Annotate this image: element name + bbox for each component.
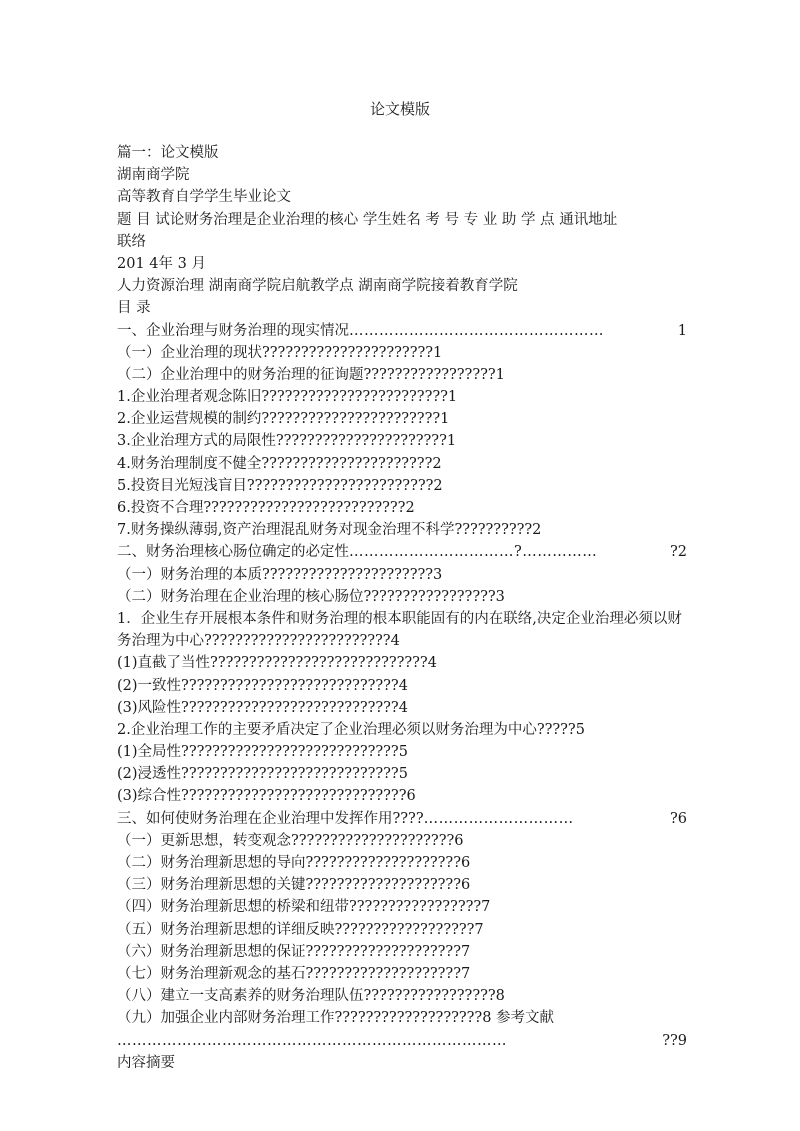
toc-part-1 bbox=[117, 320, 687, 342]
toc-entry: （七）财务治理新观念的基石????????????????????7 bbox=[117, 965, 471, 982]
toc-part-text: 二、财务治理核心肠位确定的必定性 bbox=[117, 544, 349, 561]
toc-entry: （六）财务治理新思想的保证????????????????????7 bbox=[117, 943, 471, 960]
toc-entry: （一）企业治理的现状??????????????????????1 bbox=[117, 344, 443, 361]
toc-entry: (1)直截了当性????????????????????????????4 bbox=[117, 655, 437, 672]
header-line: 联络 bbox=[117, 233, 146, 250]
document-title: 论文模版 bbox=[369, 100, 430, 118]
header-line: 湖南商学院 bbox=[117, 167, 190, 184]
header-line: 人力资源治理 湖南商学院启航教学点 湖南商学院接着教育学院 bbox=[117, 278, 518, 295]
header-line: 篇一：论文模版 bbox=[117, 145, 219, 161]
toc-part-text: 一、企业治理与财务治理的现实情况 bbox=[117, 322, 349, 339]
toc-page-number: ??9 bbox=[662, 1032, 687, 1049]
toc-leader: …………………………………………………………………… bbox=[117, 1032, 507, 1049]
toc-entry: (2)浸透性????????????????????????????5 bbox=[117, 766, 408, 783]
toc-entry: 4.财务治理制度不健全??????????????????????2 bbox=[117, 455, 442, 472]
toc-entry-wrapped: 1．企业生存开展根本条件和财务治理的根本职能固有的内在联络,决定企业治理必须以财务治理为中心????????????????????????4 bbox=[117, 610, 682, 650]
toc-leader: ……………………………?…………… bbox=[349, 544, 598, 561]
header-line: 高等教育自学学生毕业论文 bbox=[117, 189, 291, 206]
abstract-heading: 内容摘要 bbox=[117, 1054, 175, 1071]
toc-entry: (2)一致性????????????????????????????4 bbox=[117, 677, 408, 694]
toc-entry: （二）财务治理在企业治理的核心肠位?????????????????3 bbox=[117, 588, 505, 605]
toc-entry: 1.企业治理者观念陈旧????????????????????????1 bbox=[117, 389, 458, 406]
toc-entry: (1)全局性????????????????????????????5 bbox=[117, 744, 408, 761]
toc-entry: 3.企业治理方式的局限性??????????????????????1 bbox=[117, 433, 457, 450]
header-line: 题 目 试论财务治理是企业治理的核心 学生姓名 考 号 专 业 助 学 点 通讯地址 bbox=[117, 211, 618, 228]
toc-entry: （八）建立一支高素养的财务治理队伍?????????????????8 bbox=[117, 988, 505, 1005]
toc-page-number: ?2 bbox=[670, 544, 687, 561]
toc-entry: 6.投资不合理??????????????????????????2 bbox=[117, 500, 415, 516]
toc-entry: （三）财务治理新思想的关键????????????????????6 bbox=[117, 877, 471, 894]
toc-entry: (3)综合性?????????????????????????????6 bbox=[117, 788, 416, 805]
toc-part-text: 三、如何使财务治理在企业治理中发挥作用???? bbox=[117, 810, 424, 827]
toc-entry: （九）加强企业内部财务治理工作???????????????????8 参考文献 bbox=[117, 1010, 555, 1027]
toc-entry: （二）企业治理中的财务治理的征询题?????????????????1 bbox=[117, 366, 505, 383]
toc-entry: （一）更新思想，转变观念?????????????????????6 bbox=[117, 832, 464, 849]
toc-page-number: 1 bbox=[677, 322, 687, 339]
toc-entry: 7.财务操纵薄弱,资产治理混乱财务对现金治理不科学??????????2 bbox=[117, 522, 542, 539]
toc-entry: (3)风险性????????????????????????????4 bbox=[117, 699, 408, 716]
toc-entry: 2.企业运营规模的制约???????????????????????1 bbox=[117, 411, 450, 428]
header-line: 201 4年 3 月 bbox=[117, 255, 206, 272]
toc-leader: …………………………………………… bbox=[349, 322, 604, 339]
toc-entry: 5.投资目光短浅盲目????????????????????????2 bbox=[117, 477, 443, 494]
toc-entry: （五）财务治理新思想的详细反映??????????????????7 bbox=[117, 921, 484, 938]
document-body bbox=[117, 142, 687, 1074]
toc-leader: ………………………… bbox=[423, 810, 574, 827]
toc-entry: （四）财务治理新思想的桥梁和纽带?????????????????7 bbox=[117, 899, 491, 916]
toc-entry: （一）财务治理的本质??????????????????????3 bbox=[117, 566, 443, 583]
toc-entry: 2.企业治理工作的主要矛盾决定了企业治理必须以财务治理为中心?????5 bbox=[117, 721, 585, 738]
toc-part-2 bbox=[117, 541, 687, 563]
toc-heading: 目 录 bbox=[117, 300, 151, 317]
toc-part-3 bbox=[117, 808, 687, 830]
toc-entry: （二）财务治理新思想的导向????????????????????6 bbox=[117, 855, 471, 872]
toc-last bbox=[117, 1030, 687, 1052]
toc-page-number: ?6 bbox=[670, 810, 687, 827]
